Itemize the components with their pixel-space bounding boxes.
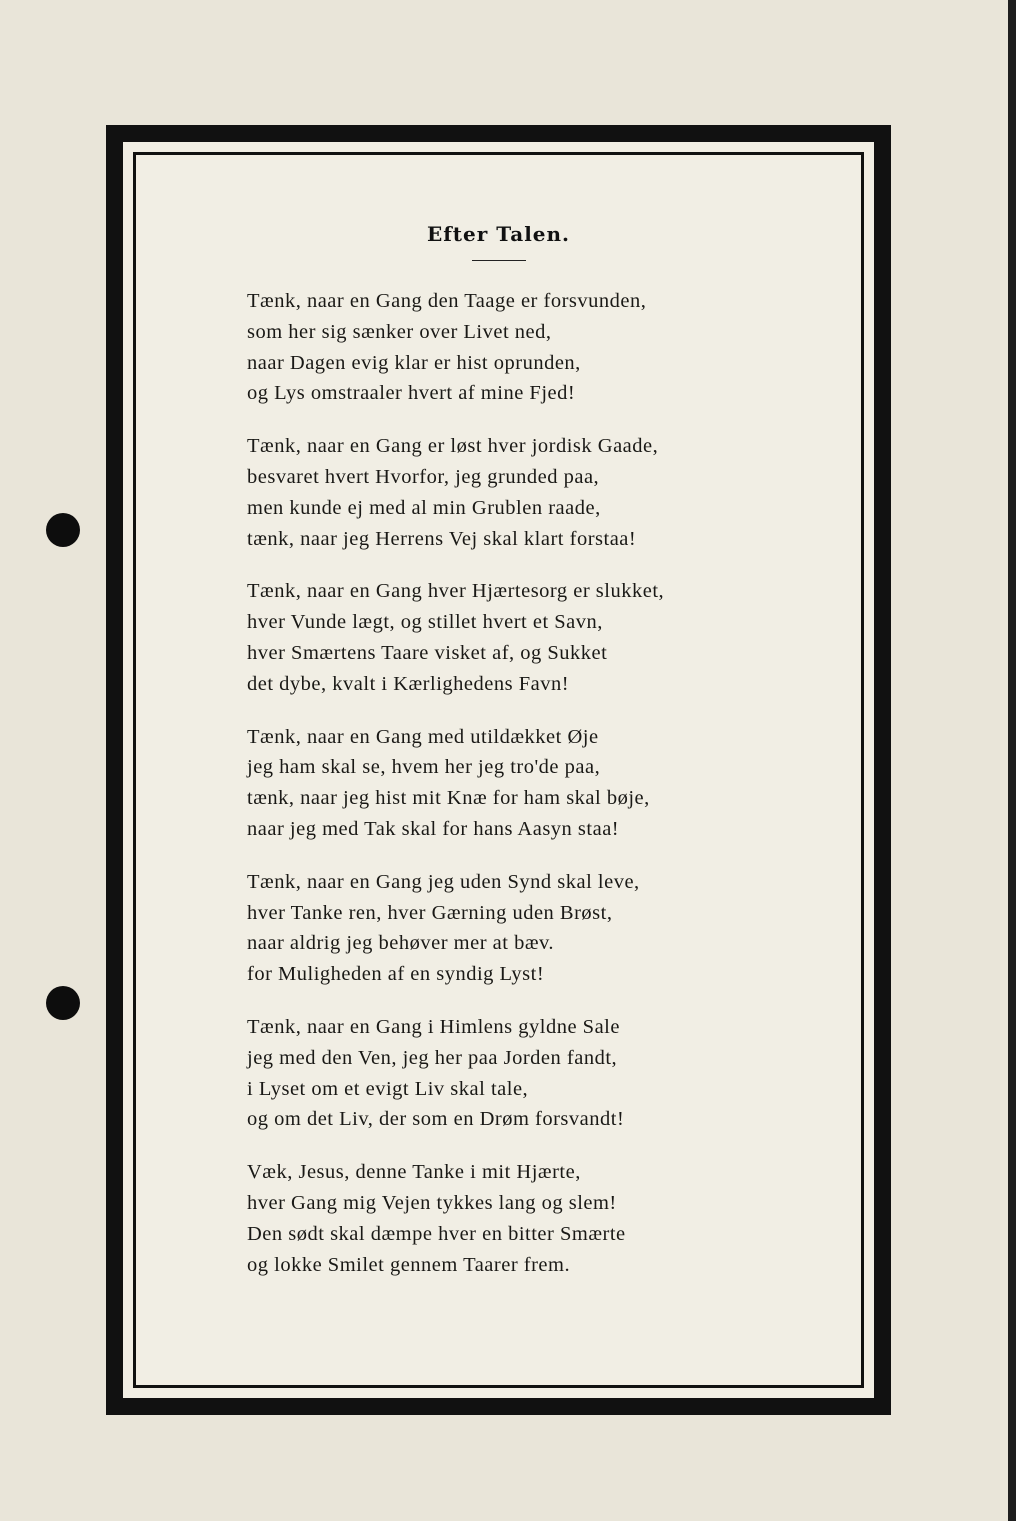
poem-line: jeg ham skal se, hvem her jeg tro'de paa, — [247, 756, 601, 779]
poem-line: naar aldrig jeg behøver mer at bæv. — [247, 932, 555, 955]
poem-line: Tænk, naar en Gang med utildækket Øje — [247, 725, 599, 748]
poem-line: det dybe, kvalt i Kærlighedens Favn! — [247, 672, 570, 695]
poem-line: som her sig sænker over Livet ned, — [247, 320, 552, 343]
stanza — [247, 867, 767, 990]
poem-line: for Muligheden af en syndig Lyst! — [247, 963, 545, 986]
poem-line: Tænk, naar en Gang jeg uden Synd skal leve, — [247, 870, 640, 893]
poem-line: hver Smærtens Taare visket af, og Sukket — [247, 641, 608, 664]
poem-line: Tænk, naar en Gang hver Hjærtesorg er slukket, — [247, 580, 665, 603]
poem-line: men kunde ej med al min Grublen raade, — [247, 496, 601, 519]
stanza — [247, 286, 767, 409]
paper-edge — [1008, 0, 1016, 1521]
poem-line: naar jeg med Tak skal for hans Aasyn staa! — [247, 817, 620, 840]
poem-line: Tænk, naar en Gang i Himlens gyldne Sale — [247, 1015, 620, 1038]
poem-line: hver Vunde lægt, og stillet hvert et Savn, — [247, 611, 603, 634]
poem-line: Væk, Jesus, denne Tanke i mit Hjærte, — [247, 1161, 581, 1184]
poem-line: Den sødt skal dæmpe hver en bitter Smærte — [247, 1222, 626, 1245]
poem-line: besvaret hvert Hvorfor, jeg grunded paa, — [247, 465, 600, 488]
poem-line: og lokke Smilet gennem Taarer frem. — [247, 1253, 571, 1276]
poem-line: og Lys omstraaler hvert af mine Fjed! — [247, 382, 576, 405]
poem-line: tænk, naar jeg Herrens Vej skal klart forstaa! — [247, 527, 637, 550]
poem-line: Tænk, naar en Gang den Taage er forsvunden, — [247, 290, 647, 312]
poem-line: Tænk, naar en Gang er løst hver jordisk Gaade, — [247, 435, 659, 458]
poem-body — [247, 286, 767, 1302]
stanza — [247, 1012, 767, 1135]
poem-line: hver Tanke ren, hver Gærning uden Brøst, — [247, 901, 613, 924]
page-content — [123, 142, 874, 1398]
poem-title: Efter Talen. — [426, 222, 571, 246]
poem-line: og om det Liv, der som en Drøm forsvandt! — [247, 1108, 625, 1131]
poem-line: hver Gang mig Vejen tykkes lang og slem! — [247, 1191, 617, 1214]
stanza — [247, 1157, 767, 1280]
poem-line: i Lyset om et evigt Liv skal tale, — [247, 1077, 529, 1100]
stanza — [247, 576, 767, 699]
title-divider — [472, 260, 526, 261]
poem-line: tænk, naar jeg hist mit Knæ for ham skal bøje, — [247, 787, 650, 810]
stanza — [247, 431, 767, 554]
poem-line: jeg med den Ven, jeg her paa Jorden fandt, — [247, 1046, 618, 1069]
stanza — [247, 722, 767, 845]
punch-hole — [46, 986, 80, 1020]
poem-line: naar Dagen evig klar er hist oprunden, — [247, 351, 581, 374]
punch-hole — [46, 513, 80, 547]
mourning-border — [106, 125, 891, 1415]
